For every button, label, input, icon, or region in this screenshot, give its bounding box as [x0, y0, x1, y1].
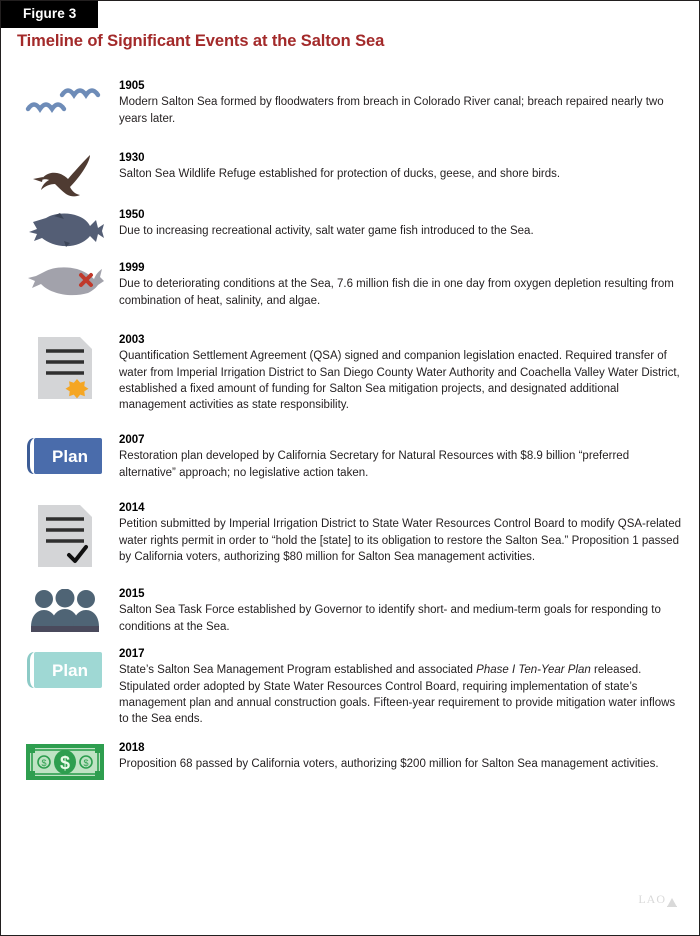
- svg-text:$: $: [83, 758, 89, 768]
- timeline-event-body: [113, 433, 689, 481]
- timeline-event-body: [113, 587, 689, 635]
- timeline-event-year: 1930: [119, 152, 145, 164]
- checked-document-icon: [17, 501, 113, 569]
- fish-icon-svg: [24, 210, 106, 248]
- timeline-event-body: [113, 79, 689, 127]
- timeline-event-year: 2017: [119, 648, 145, 660]
- waves-icon: [17, 79, 113, 117]
- timeline-event-2003: [1, 333, 700, 433]
- timeline-event-2015: [1, 587, 700, 647]
- signed-document-icon-svg: [36, 335, 94, 401]
- timeline-event-2007: [1, 433, 700, 501]
- checked-document-icon-svg: [36, 503, 94, 569]
- timeline-list: [1, 79, 700, 787]
- plan-scroll-teal-icon-svg: [26, 649, 104, 691]
- flying-bird-icon-svg: [30, 153, 100, 203]
- timeline-event-description: Due to deteriorating conditions at the Sea, 7.6 million fish die in one day from oxygen depletion resulting from combination of heat, salinity, and algae.: [119, 278, 674, 307]
- svg-text:$: $: [41, 758, 47, 768]
- timeline-event-2014: [1, 501, 700, 587]
- timeline-event-description: Salton Sea Task Force established by Governor to identify short- and medium-term goals for responding to conditions at the Sea.: [119, 604, 661, 633]
- dead-fish-icon: [17, 261, 113, 297]
- people-group-icon: [17, 587, 113, 633]
- capitol-dome-icon: [667, 896, 677, 907]
- fish-icon: [17, 208, 113, 248]
- timeline-event-description: Salton Sea Wildlife Refuge established for protection of ducks, geese, and shore birds.: [119, 168, 561, 181]
- timeline-event-2017: [1, 647, 700, 741]
- timeline-event-1905: [1, 79, 700, 151]
- timeline-event-body: [113, 501, 689, 565]
- timeline-event-1930: [1, 151, 700, 208]
- timeline-event-description: Quantification Settlement Agreement (QSA) signed and companion legislation enacted. Required transfer of water from Imperial Irrigation District to San Diego County Water Authority and Coachella Valley Water District, established a fixed amount of funding for Salton Sea mitigation projects, and designated additional management activities as state responsibility.: [119, 350, 680, 412]
- timeline-event-2018: [1, 741, 700, 787]
- lao-logo-text: LAO: [638, 892, 666, 906]
- figure-title: Timeline of Significant Events at the Salton Sea: [17, 32, 385, 50]
- timeline-event-description: State’s Salton Sea Management Program established and associated Phase I Ten-Year Plan released. Stipulated order adopted by State Water Resources Control Board, requiring implementation of state’s management plan and annual construction goals. Fifteen-year requirement to provide mitigation water inflows to the Sea ends.: [119, 664, 676, 726]
- timeline-event-year: 2007: [119, 434, 145, 446]
- people-group-icon-svg: [28, 589, 102, 633]
- timeline-event-year: 2003: [119, 334, 145, 346]
- figure-number-tag: Figure 3: [1, 1, 98, 28]
- timeline-event-description: Restoration plan developed by California Secretary for Natural Resources with $8.9 billion “preferred alternative” approach; no legislative action taken.: [119, 450, 630, 479]
- timeline-event-description: Due to increasing recreational activity, salt water game fish introduced to the Sea.: [119, 225, 534, 238]
- timeline-event-description: Proposition 68 passed by California voters, authorizing $200 million for Salton Sea management activities.: [119, 758, 659, 771]
- timeline-event-body: [113, 647, 689, 728]
- flying-bird-icon: [17, 151, 113, 203]
- dollar-bill-icon-svg: [25, 743, 105, 781]
- svg-text:Plan: Plan: [52, 447, 88, 466]
- svg-text:$: $: [59, 753, 71, 773]
- waves-icon-svg: [22, 81, 108, 117]
- timeline-event-year: 2014: [119, 502, 145, 514]
- plan-scroll-teal-icon: [17, 647, 113, 691]
- timeline-event-description: Petition submitted by Imperial Irrigation District to State Water Resources Control Board to modify QSA-related water rights permit in order to “hold the [state] to its obligation to restore the Salton Sea.” Proposition 1 passed by California voters, authorizing $80 million for Salton Sea management activities.: [119, 518, 682, 564]
- timeline-event-year: 1905: [119, 80, 145, 92]
- timeline-event-description: Modern Salton Sea formed by floodwaters from breach in Colorado River canal; breach repaired nearly two years later.: [119, 96, 664, 125]
- timeline-event-1950: [1, 208, 700, 261]
- timeline-event-body: [113, 151, 689, 183]
- timeline-event-year: 2015: [119, 588, 145, 600]
- plan-scroll-blue-icon-svg: [26, 435, 104, 477]
- plan-scroll-blue-icon: [17, 433, 113, 477]
- svg-text:Plan: Plan: [52, 661, 88, 680]
- timeline-event-body: [113, 741, 689, 773]
- dollar-bill-icon: [17, 741, 113, 781]
- signed-document-icon: [17, 333, 113, 401]
- timeline-event-year: 1999: [119, 262, 145, 274]
- dead-fish-icon-svg: [24, 263, 106, 297]
- lao-logo: [638, 892, 677, 907]
- timeline-event-year: 1950: [119, 209, 145, 221]
- timeline-event-year: 2018: [119, 742, 145, 754]
- timeline-event-1999: [1, 261, 700, 333]
- timeline-event-body: [113, 333, 689, 414]
- timeline-event-body: [113, 261, 689, 309]
- timeline-event-body: [113, 208, 689, 240]
